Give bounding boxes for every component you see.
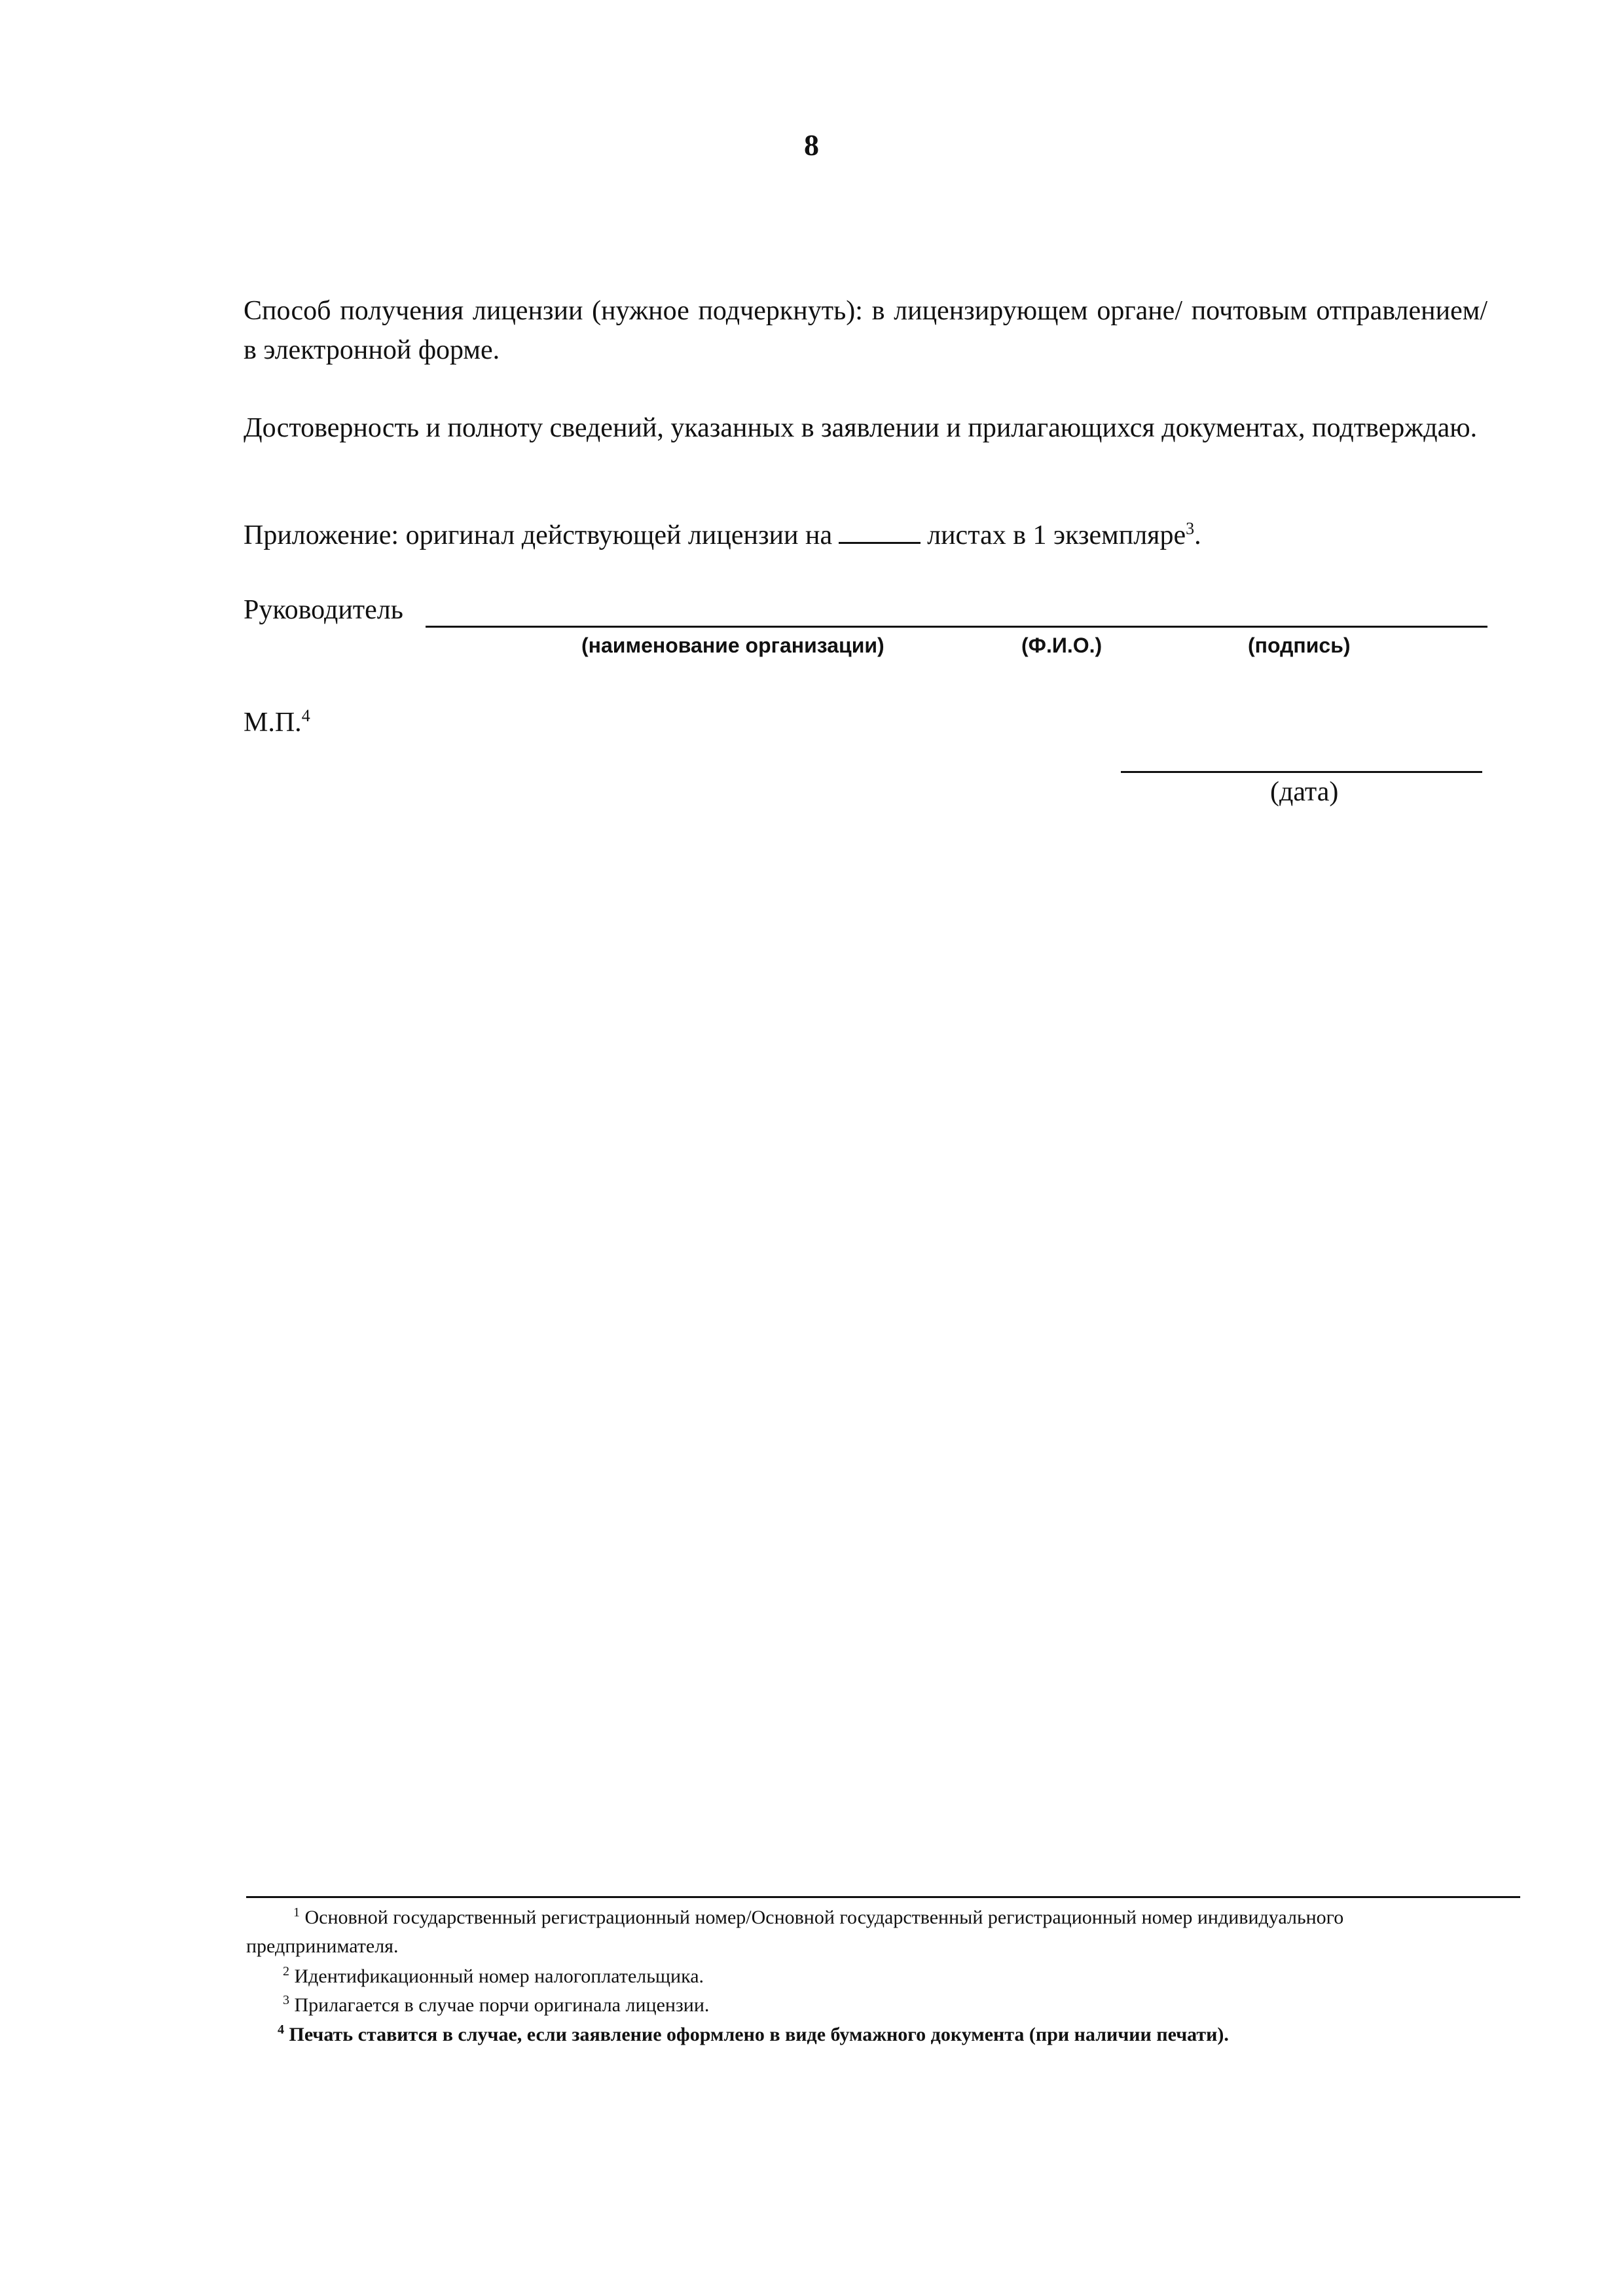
footnote-text-4: Печать ставится в случае, если заявление оформлено в виде бумажного документа (при наличии печати).	[289, 2024, 1229, 2045]
footnote-3	[246, 1991, 1527, 2020]
footnote-ref-3: 3	[1186, 519, 1195, 538]
footnote-text-3: Прилагается в случае порчи оригинала лицензии.	[294, 1994, 710, 2016]
footnote-mark-4: 4	[278, 2022, 284, 2037]
footnote-mark-1: 1	[293, 1905, 300, 1920]
footnote-text-2: Идентификационный номер налогоплательщика.	[294, 1965, 704, 1987]
license-method-paragraph: Способ получения лицензии (нужное подчеркнуть): в лицензирующем органе/ почтовым отправлением/ в электронной форме.	[244, 296, 1487, 365]
attachment-period: .	[1194, 520, 1201, 550]
footnote-mark-3: 3	[283, 1993, 289, 2007]
footnote-separator	[246, 1896, 1520, 1898]
footnote-text-1: Основной государственный регистрационный номер/Основной государственный регистрационный номер индивидуального предпринимателя.	[246, 1907, 1344, 1957]
footnote-ref-4: 4	[301, 706, 310, 725]
page-number: 8	[804, 128, 819, 162]
attachment-paragraph	[244, 516, 1487, 555]
footnote-2	[246, 1962, 1527, 1991]
date-caption: (дата)	[1270, 777, 1339, 807]
full-name-caption: (Ф.И.О.)	[1021, 634, 1103, 657]
head-signature-row	[244, 593, 1487, 632]
confirmation-paragraph: Достоверность и полноту сведений, указанных в заявлении и прилагающихся документах, подтверждаю.	[244, 413, 1478, 443]
date-line	[1121, 771, 1482, 773]
attachment-text-start: Приложение: оригинал действующей лицензии на	[244, 520, 833, 550]
sheet-count-blank	[839, 542, 921, 544]
footnote-1	[246, 1903, 1490, 1961]
signature-caption: (подпись)	[1248, 634, 1351, 657]
organization-name-caption: (наименование организации)	[581, 634, 884, 657]
head-signature-line	[426, 626, 1487, 628]
seal-text: М.П.	[244, 708, 302, 738]
seal-place-label	[244, 707, 310, 738]
footnote-4	[246, 2020, 1522, 2049]
footnote-mark-2: 2	[283, 1964, 289, 1979]
attachment-text-end: листах в 1 экземпляре	[927, 520, 1186, 550]
head-label: Руководитель	[244, 595, 403, 625]
